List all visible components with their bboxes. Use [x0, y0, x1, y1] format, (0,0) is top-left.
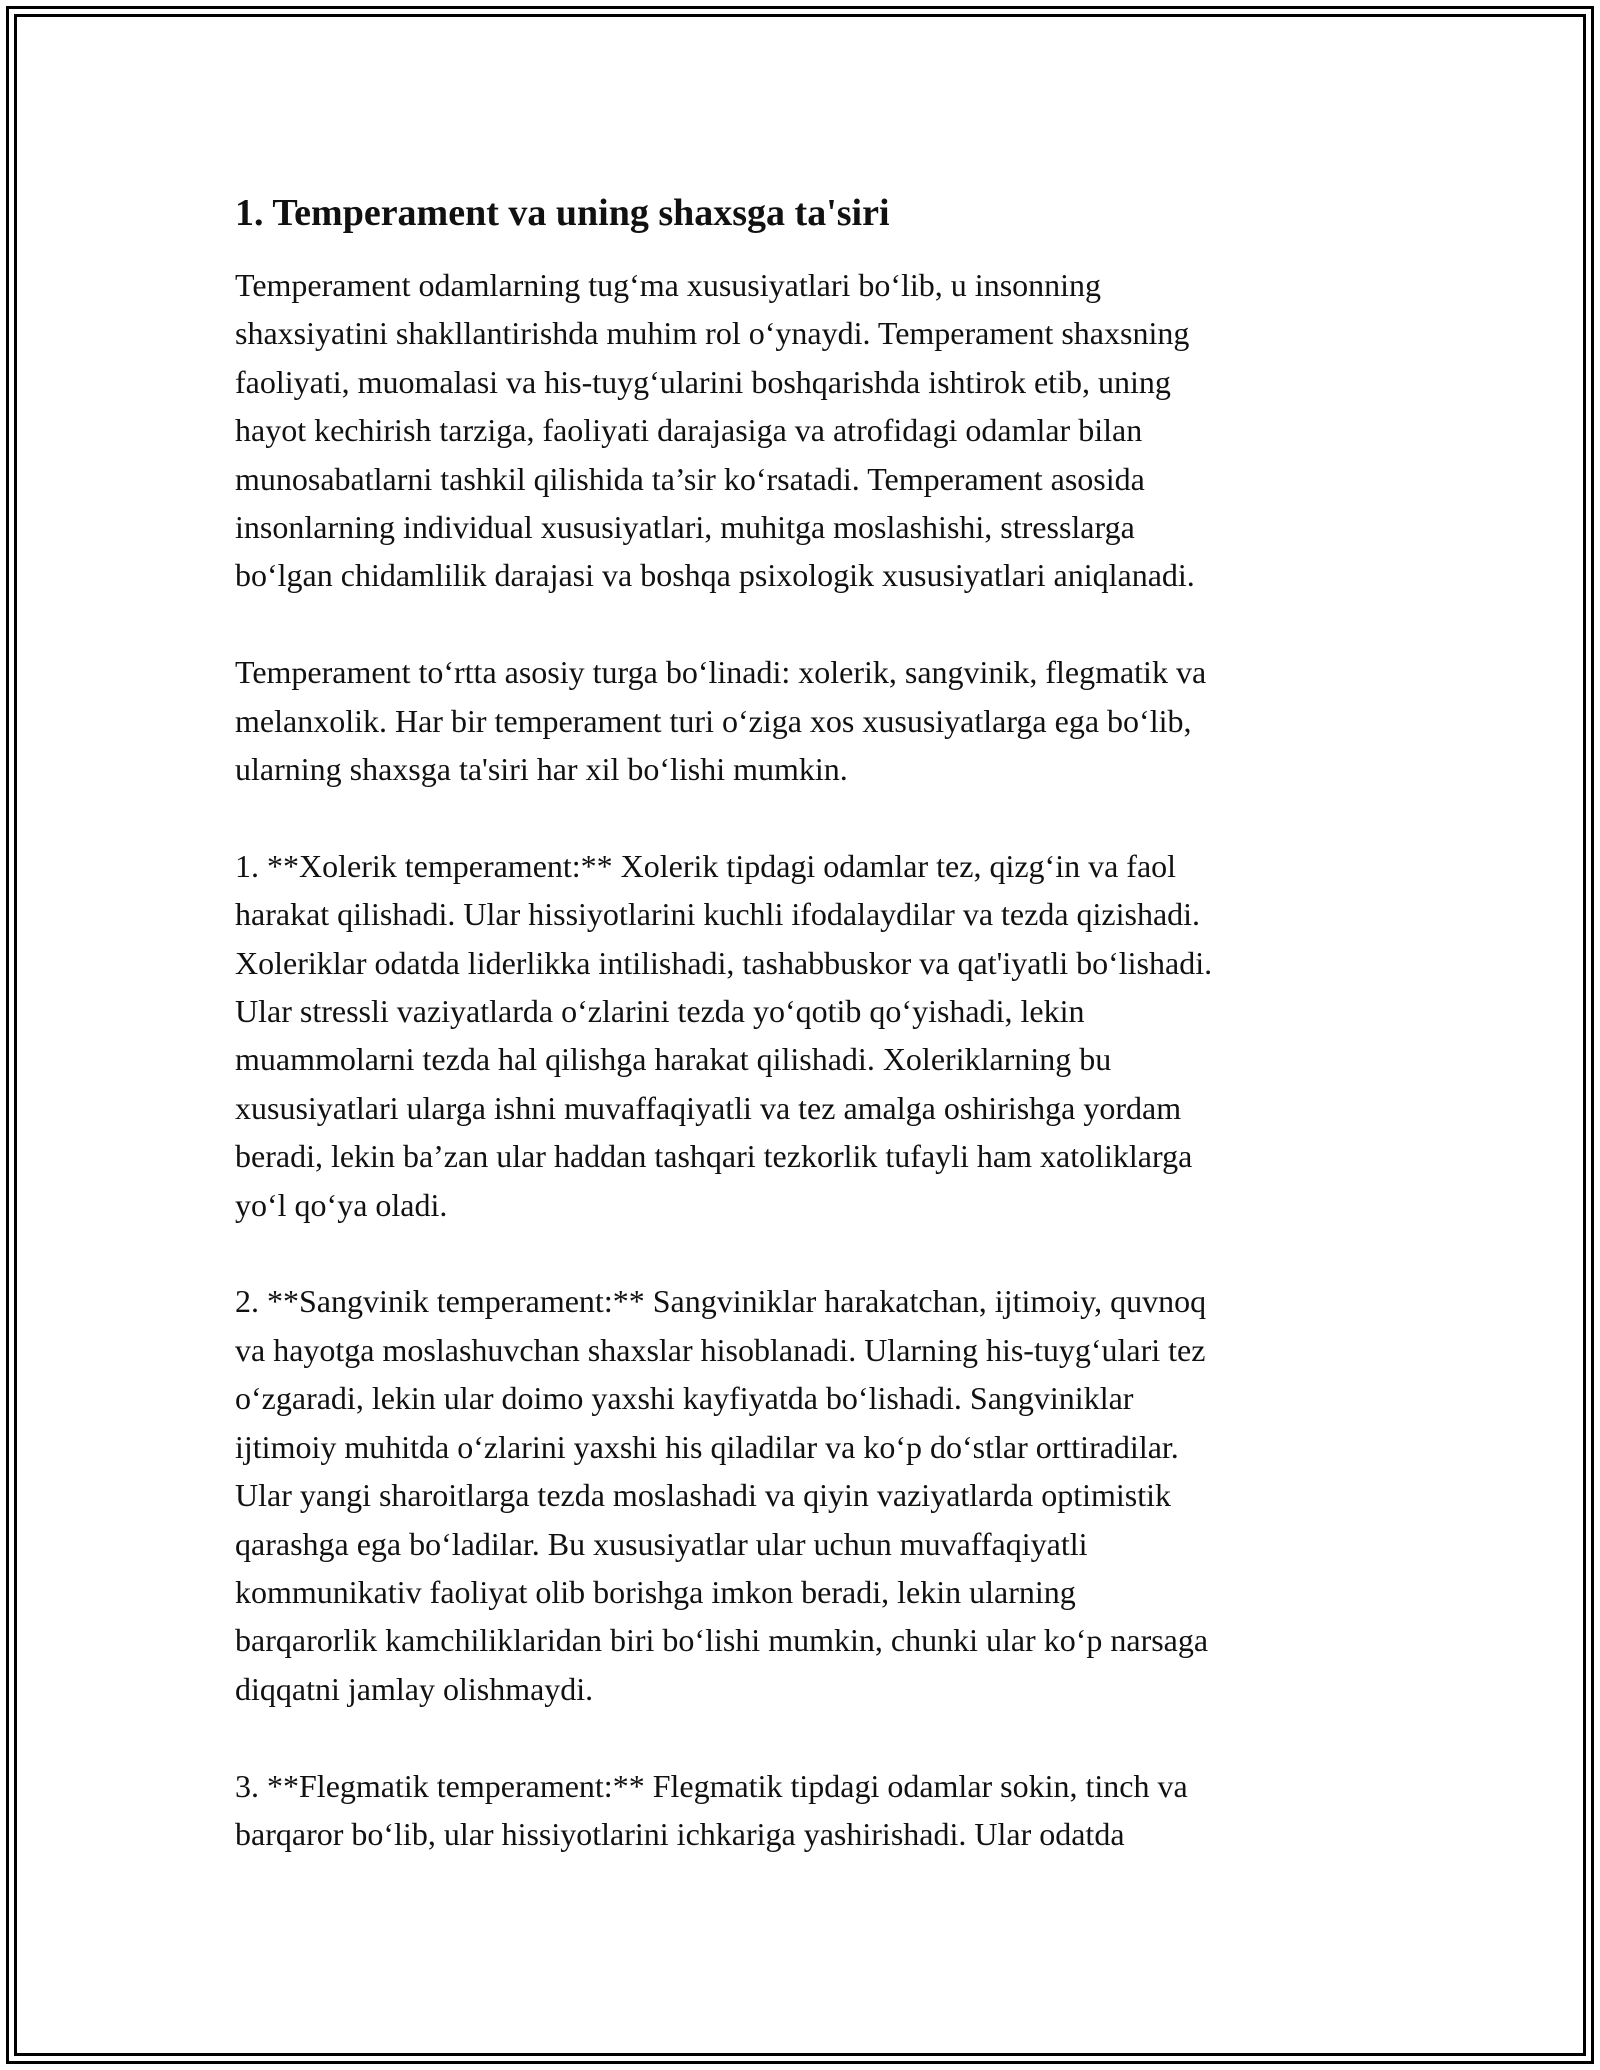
- text-line: kommunikativ faoliyat olib borishga imkon beradi, lekin ularning: [235, 1573, 1076, 1610]
- document-title: 1. Temperament va uning shaxsga ta'siri: [235, 192, 890, 234]
- text-line: Xoleriklar odatda liderlikka intilishadi, tashabbuskor va qat'iyatli bo‘lishadi.: [235, 944, 1213, 981]
- text-line: 3. **Flegmatik temperament:** Flegmatik tipdagi odamlar sokin, tinch va: [235, 1767, 1188, 1804]
- paragraph-intro: [235, 261, 1375, 600]
- paragraph-types: [235, 648, 1375, 793]
- text-line: xususiyatlari ularga ishni muvaffaqiyatli va tez amalga oshirishga yordam: [235, 1089, 1182, 1126]
- text-line: Temperament odamlarning tug‘ma xususiyatlari bo‘lib, u insonning: [235, 267, 1102, 303]
- text-line: melanxolik. Har bir temperament turi o‘ziga xos xususiyatlarga ega bo‘lib,: [235, 702, 1192, 739]
- text-line: muammolarni tezda hal qilishga harakat qilishadi. Xoleriklarning bu: [235, 1041, 1112, 1078]
- text-line: ijtimoiy muhitda o‘zlarini yaxshi his qiladilar va ko‘p do‘stlar orttiradilar.: [235, 1428, 1179, 1465]
- document-body: [235, 185, 1375, 1907]
- text-line: 2. **Sangvinik temperament:** Sangviniklar harakatchan, ijtimoiy, quvnoq: [235, 1283, 1207, 1320]
- text-line: Ular yangi sharoitlarga tezda moslashadi va qiyin vaziyatlarda optimistik: [235, 1477, 1172, 1514]
- paragraph-flegmatik: [235, 1762, 1375, 1859]
- text-line: qarashga ega bo‘ladilar. Bu xususiyatlar ular uchun muvaffaqiyatli: [235, 1525, 1088, 1562]
- text-line: o‘zgaradi, lekin ular doimo yaxshi kayfiyatda bo‘lishadi. Sangviniklar: [235, 1380, 1134, 1417]
- text-line: harakat qilishadi. Ular hissiyotlarini kuchli ifodalaydilar va tezda qizishadi.: [235, 896, 1201, 933]
- text-line: Ular stressli vaziyatlarda o‘zlarini tezda yo‘qotib qo‘yishadi, lekin: [235, 993, 1085, 1030]
- text-line: ularning shaxsga ta'siri har xil bo‘lishi mumkin.: [235, 751, 848, 788]
- text-line: munosabatlarni tashkil qilishida ta’sir ko‘rsatadi. Temperament asosida: [235, 460, 1145, 497]
- paragraph-xolerik: [235, 842, 1375, 1229]
- text-line: shaxsiyatini shakllantirishda muhim rol o‘ynaydi. Temperament shaxsning: [235, 315, 1190, 352]
- text-line: beradi, lekin ba’zan ular haddan tashqari tezkorlik tufayli ham xatoliklarga: [235, 1138, 1193, 1175]
- text-line: diqqatni jamlay olishmaydi.: [235, 1670, 594, 1707]
- text-line: 1. **Xolerik temperament:** Xolerik tipdagi odamlar tez, qizg‘in va faol: [235, 847, 1177, 884]
- text-line: bo‘lgan chidamlilik darajasi va boshqa psixologik xususiyatlari aniqlanadi.: [235, 557, 1195, 594]
- text-line: va hayotga moslashuvchan shaxslar hisoblanadi. Ularning his-tuyg‘ulari tez: [235, 1331, 1206, 1368]
- text-line: faoliyati, muomalasi va his-tuyg‘ularini boshqarishda ishtirok etib, uning: [235, 363, 1171, 400]
- text-line: barqarorlik kamchiliklaridan biri bo‘lishi mumkin, chunki ular ko‘p narsaga: [235, 1622, 1209, 1659]
- text-line: barqaror bo‘lib, ular hissiyotlarini ichkariga yashirishadi. Ular odatda: [235, 1815, 1125, 1852]
- text-line: insonlarning individual xususiyatlari, muhitga moslashishi, stresslarga: [235, 509, 1135, 546]
- text-line: Temperament to‘rtta asosiy turga bo‘linadi: xolerik, sangvinik, flegmatik va: [235, 654, 1207, 691]
- text-line: hayot kechirish tarziga, faoliyati darajasiga va atrofidagi odamlar bilan: [235, 412, 1143, 449]
- paragraph-sangvinik: [235, 1277, 1375, 1713]
- text-line: yo‘l qo‘ya oladi.: [235, 1186, 448, 1223]
